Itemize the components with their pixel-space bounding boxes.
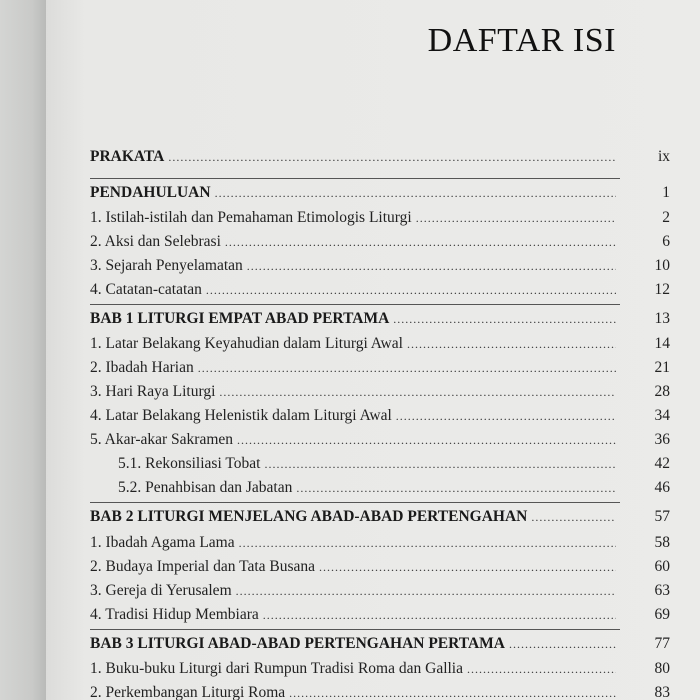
toc-page-number: 1	[662, 184, 670, 201]
toc-page-number: 42	[654, 455, 670, 472]
toc-entry	[90, 383, 670, 405]
leader-dots	[236, 584, 616, 599]
toc-page-number: 69	[654, 606, 670, 623]
leader-dots	[219, 385, 616, 400]
leader-dots	[198, 361, 616, 376]
toc-page-number: 80	[654, 660, 670, 677]
toc-entry-label: 2. Budaya Imperial dan Tata Busana	[90, 558, 316, 575]
toc-entry-label: 1. Ibadah Agama Lama	[90, 534, 235, 551]
toc-page-number: 13	[654, 310, 670, 327]
section-divider	[90, 178, 620, 179]
book-spine-shadow	[0, 0, 46, 700]
toc-entry-label: 1. Buku-buku Liturgi dari Rumpun Tradisi Roma dan Gallia	[90, 660, 463, 677]
toc-entry-label: BAB 3 LITURGI ABAD-ABAD PERTENGAHAN PERTAMA	[90, 635, 506, 652]
toc-entry-label: 4. Latar Belakang Helenistik dalam Liturgi Awal	[90, 407, 392, 424]
leader-dots	[289, 686, 616, 700]
toc-entry	[90, 508, 670, 530]
leader-dots	[215, 186, 616, 201]
leader-dots	[264, 457, 616, 472]
toc-page-number: 77	[654, 635, 670, 652]
table-of-contents	[46, 0, 700, 700]
toc-entry	[90, 335, 670, 357]
leader-dots	[319, 560, 616, 575]
toc-entry	[118, 479, 670, 501]
toc-entry	[90, 684, 670, 700]
toc-entry-label: 4. Tradisi Hidup Membiara	[90, 606, 259, 623]
toc-page-number: 58	[654, 534, 670, 551]
leader-dots	[467, 662, 616, 677]
leader-dots	[237, 433, 616, 448]
toc-entry	[90, 582, 670, 604]
leader-dots	[239, 536, 616, 551]
leader-dots	[509, 637, 616, 652]
leader-dots	[247, 259, 616, 274]
toc-entry-label: 3. Gereja di Yerusalem	[90, 582, 232, 599]
toc-entry	[90, 359, 670, 381]
section-divider	[90, 304, 620, 305]
toc-page-number: 14	[654, 335, 670, 352]
toc-entry	[90, 257, 670, 279]
toc-entry	[90, 233, 670, 255]
book-page	[46, 0, 700, 700]
leader-dots	[263, 608, 616, 623]
toc-entry	[90, 660, 670, 682]
toc-page-number: 83	[654, 684, 670, 700]
toc-entry-label: 1. Istilah-istilah dan Pemahaman Etimologis Liturgi	[90, 209, 412, 226]
toc-page-number: 57	[654, 508, 670, 525]
toc-entry	[90, 209, 670, 231]
leader-dots	[416, 211, 616, 226]
toc-entry	[90, 635, 670, 657]
toc-page-number: 2	[662, 209, 670, 226]
toc-entry-label: 5.1. Rekonsiliasi Tobat	[118, 455, 261, 472]
leader-dots	[396, 409, 616, 424]
toc-page-number: 6	[662, 233, 670, 250]
toc-entry-label: 4. Catatan-catatan	[90, 281, 202, 298]
section-divider	[90, 629, 620, 630]
toc-entry	[90, 184, 670, 206]
toc-entry-label: 2. Ibadah Harian	[90, 359, 194, 376]
toc-page-number: ix	[657, 148, 670, 165]
toc-entry-label: BAB 1 LITURGI EMPAT ABAD PERTAMA	[90, 310, 390, 327]
leader-dots	[393, 312, 616, 327]
leader-dots	[531, 510, 616, 525]
toc-entry-label: 5.2. Penahbisan dan Jabatan	[118, 479, 293, 496]
toc-entry-label: 1. Latar Belakang Keyahudian dalam Liturgi Awal	[90, 335, 403, 352]
toc-entry-label: 3. Sejarah Penyelamatan	[90, 257, 243, 274]
section-divider	[90, 502, 620, 503]
toc-entry-label: 2. Aksi dan Selebrasi	[90, 233, 221, 250]
toc-page-number: 63	[654, 582, 670, 599]
toc-entry	[90, 148, 670, 170]
toc-page-number: 36	[654, 431, 670, 448]
toc-page-number: 21	[654, 359, 670, 376]
toc-entry-label: BAB 2 LITURGI MENJELANG ABAD-ABAD PERTENGAHAN	[90, 508, 528, 525]
toc-entry-label: 5. Akar-akar Sakramen	[90, 431, 234, 448]
toc-entry	[118, 455, 670, 477]
toc-entry	[90, 281, 670, 303]
toc-page-number: 46	[654, 479, 670, 496]
toc-entry	[90, 558, 670, 580]
toc-page-number: 60	[654, 558, 670, 575]
leader-dots	[296, 481, 616, 496]
toc-entry-label: 2. Perkembangan Liturgi Roma	[90, 684, 286, 700]
toc-page-number: 10	[654, 257, 670, 274]
leader-dots	[225, 235, 616, 250]
toc-entry-label: PRAKATA	[90, 148, 165, 165]
toc-entry	[90, 534, 670, 556]
page-title: DAFTAR ISI	[427, 22, 616, 59]
toc-entry	[90, 606, 670, 628]
toc-page-number: 12	[654, 281, 670, 298]
toc-entry-label: PENDAHULUAN	[90, 184, 211, 201]
toc-entry	[90, 431, 670, 453]
toc-page-number: 28	[654, 383, 670, 400]
toc-entry	[90, 310, 670, 332]
toc-entry	[90, 407, 670, 429]
leader-dots	[407, 337, 616, 352]
toc-entry-label: 3. Hari Raya Liturgi	[90, 383, 216, 400]
leader-dots	[206, 283, 616, 298]
leader-dots	[168, 150, 616, 165]
toc-page-number: 34	[654, 407, 670, 424]
